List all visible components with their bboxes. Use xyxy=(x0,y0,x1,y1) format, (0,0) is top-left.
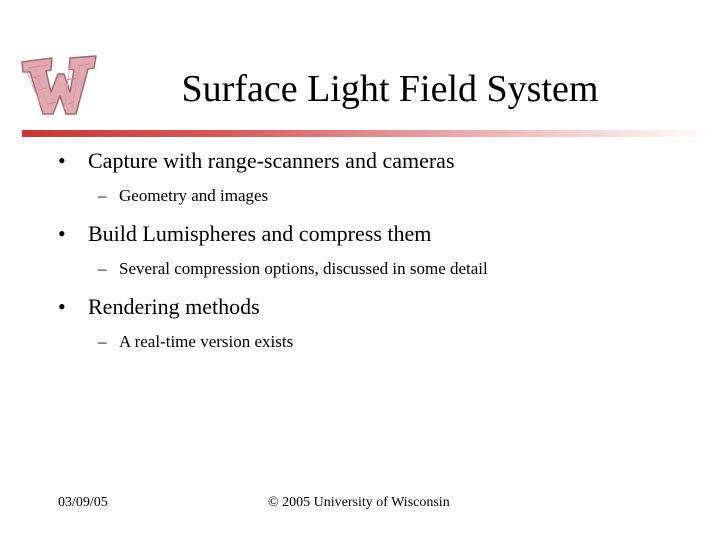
sub-bullet-text: Geometry and images xyxy=(119,186,269,205)
sub-bullet-item xyxy=(58,184,698,208)
footer-copyright: © 2005 University of Wisconsin xyxy=(268,495,450,510)
slide-title: Surface Light Field System xyxy=(181,68,599,110)
title-rule xyxy=(22,130,712,137)
bullet-item xyxy=(58,146,698,176)
bullet-marker: • xyxy=(58,148,66,173)
sub-bullet-item xyxy=(58,330,698,354)
sub-bullet-text: A real-time version exists xyxy=(119,332,294,351)
bullet-text: Capture with range-scanners and cameras xyxy=(88,148,455,173)
sub-bullet-item xyxy=(58,257,698,281)
bullet-marker: • xyxy=(58,294,66,319)
footer-date: 03/09/05 xyxy=(58,495,108,510)
wisconsin-w-logo-icon xyxy=(18,50,98,120)
bullet-text: Build Lumispheres and compress them xyxy=(88,221,432,246)
bullet-item xyxy=(58,292,698,322)
sub-bullet-text: Several compression options, discussed in some detail xyxy=(119,259,488,278)
bullet-marker: • xyxy=(58,221,66,246)
bullet-item xyxy=(58,219,698,249)
sub-bullet-marker: – xyxy=(98,332,107,351)
sub-bullet-marker: – xyxy=(98,259,107,278)
bullet-list xyxy=(58,146,698,354)
sub-bullet-marker: – xyxy=(98,186,107,205)
bullet-text: Rendering methods xyxy=(88,294,260,319)
